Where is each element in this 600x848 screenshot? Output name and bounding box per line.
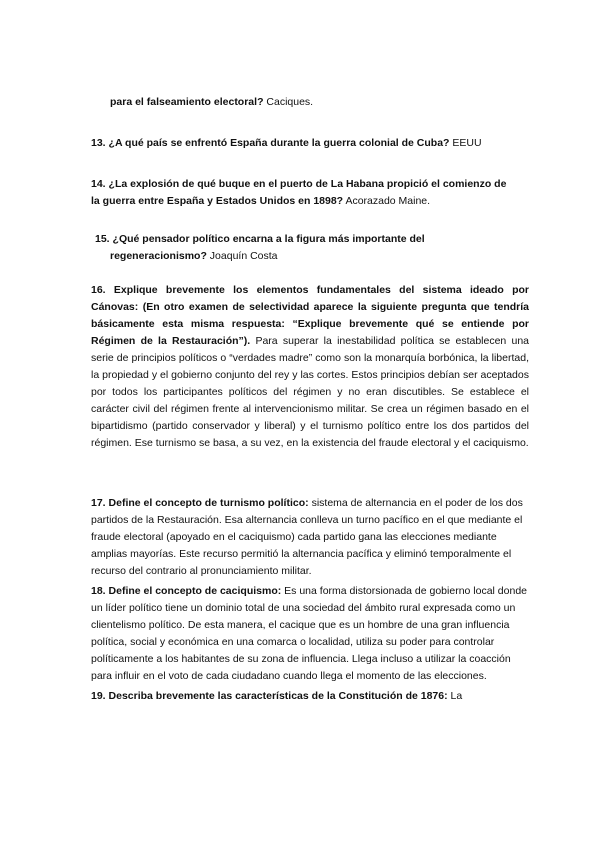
question-text: Describa brevemente las características de la Constitución de 1876:: [108, 690, 448, 702]
answer-text: Joaquín Costa: [209, 250, 278, 262]
item-15: [95, 231, 525, 265]
question-number: 15.: [95, 233, 110, 245]
question-text-line2: la guerra entre España y Estados Unidos en 1898?: [91, 195, 344, 207]
item-13: [91, 135, 531, 152]
answer-text: Es una forma distorsionada de gobierno local donde un líder político tiene un dominio total de una sociedad del ámbito rural expresada como un clientelismo político. De esta manera, el cacique que es un hombre de una gran influencia política, social y económica en una comarca o localidad, utiliza su poder para controlar políticamente a los habitantes de su zona de influencia. Llega incluso a utilizar la coacción para influir en el voto de cada ciudadano cuando llega el momento de las elecciones.: [91, 585, 527, 682]
answer-text: Caciques.: [266, 96, 314, 108]
item-16: [91, 282, 529, 452]
question-text: Explique brevemente los elementos fundamentales del sistema ideado por Cánovas: (En otro examen de selectividad aparece la siguiente pregunta que tendría básicamente esta misma respuesta: “Explique brevemente qué se entiende por Régimen de la Restauración”).: [91, 284, 530, 347]
question-text-line2: regeneracionismo?: [110, 250, 207, 262]
question-text-line1: ¿La explosión de qué buque en el puerto de La Habana propició el comienzo de: [108, 178, 507, 190]
question-number: 17.: [91, 497, 106, 509]
question-number: 16.: [91, 284, 106, 296]
answer-text: La: [450, 690, 463, 702]
question-number: 14.: [91, 178, 106, 190]
question-text: Define el concepto de caciquismo:: [108, 585, 282, 597]
answer-text: Acorazado Maine.: [345, 195, 431, 207]
item-17: [91, 495, 531, 580]
answer-text: sistema de alternancia en el poder de los dos partidos de la Restauración. Esa alternancia conlleva un turno pacífico en el que mediante el fraude electoral (apoyado en el caciquismo) cada partido gana las elecciones mediante amplias mayorías. Este recurso permitió la alternancia pacífica y eliminó temporalmente el recurso del contrario al pronunciamiento militar.: [91, 497, 523, 577]
answer-text: Para superar la inestabilidad política se establecen una serie de principios políticos o “verdades madre” como son la monarquía borbónica, la libertad, la propiedad y el gobierno conjunto del rey y las cortes. Estos principios debían ser aceptados por todos los participantes políticos del régimen y no eran discutibles. Se establece el carácter civil del régimen frente al intervencionismo militar. Se crea un régimen basado en el bipartidismo (partido conservador y liberal) y el turnismo político entre los dos partidos del régimen. Ese turnismo se basa, a su vez, en la existencia del fraude electoral y el caciquismo.: [91, 335, 530, 449]
item-19: [91, 688, 531, 705]
item-12-continuation: [110, 94, 530, 111]
question-text: Define el concepto de turnismo político:: [108, 497, 309, 509]
question-number: 13.: [91, 137, 106, 149]
item-18: [91, 583, 531, 685]
question-text: ¿A qué país se enfrentó España durante la guerra colonial de Cuba?: [108, 137, 450, 149]
question-text-line1: ¿Qué pensador político encarna a la figura más importante del: [112, 233, 425, 245]
question-number: 19.: [91, 690, 106, 702]
answer-text: EEUU: [452, 137, 482, 149]
question-text: para el falseamiento electoral?: [110, 96, 264, 108]
question-number: 18.: [91, 585, 106, 597]
item-14: [91, 176, 531, 210]
